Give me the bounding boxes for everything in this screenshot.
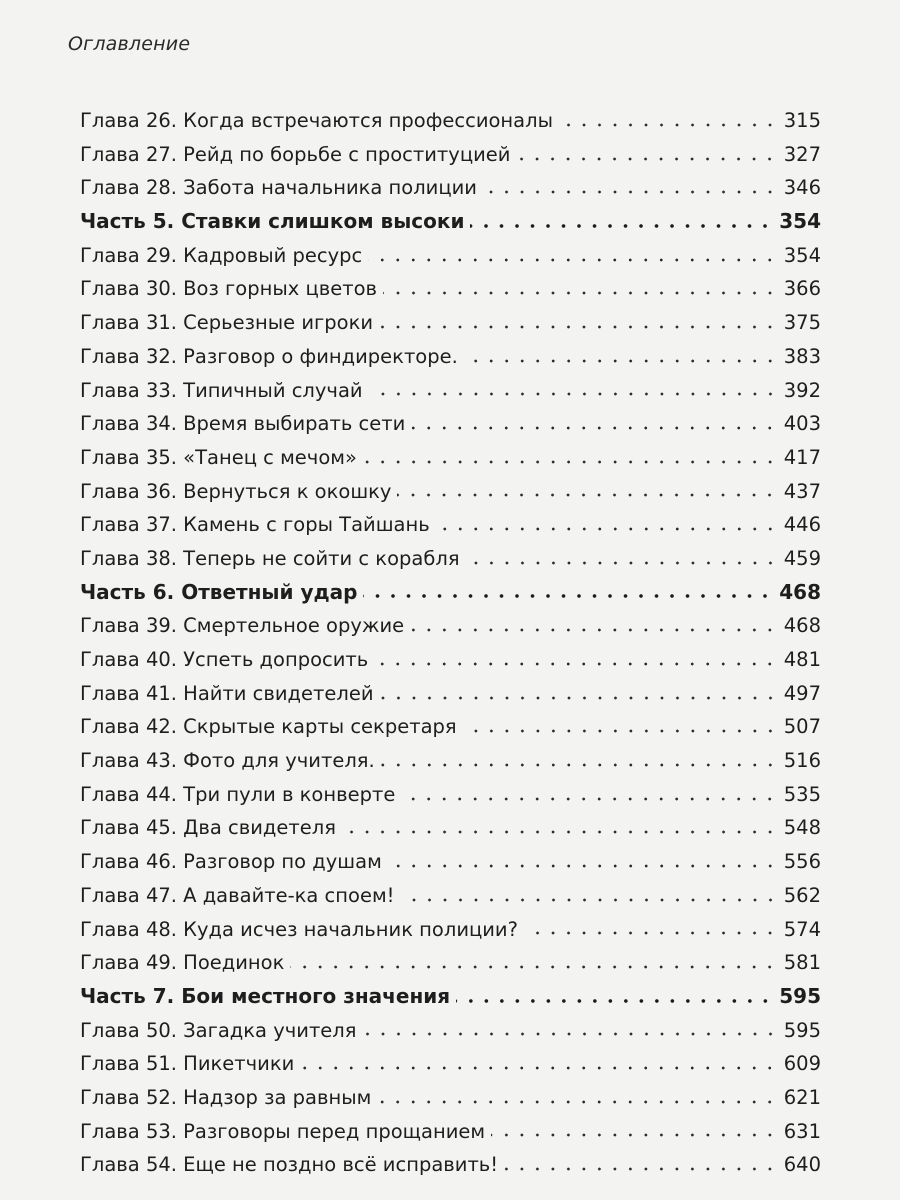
toc-chapter-entry: [80, 609, 821, 643]
toc-chapter-entry: [80, 171, 821, 205]
toc-entry-title: Глава 46. Разговор по душам: [80, 850, 382, 874]
toc-chapter-entry: [80, 239, 821, 273]
toc-chapter-entry: [80, 1148, 821, 1182]
toc-entry-page-number: 403: [783, 412, 821, 436]
toc-chapter-entry: [80, 508, 821, 542]
toc-entry-title: Глава 34. Время выбирать сети: [80, 412, 406, 436]
toc-entry-title: Глава 47. А давайте-ка споем!: [80, 883, 395, 907]
toc-chapter-entry: [80, 1115, 821, 1149]
toc-part-entry: [80, 205, 821, 239]
toc-chapter-entry: [80, 677, 821, 711]
dot-leader: [463, 728, 778, 734]
dot-leader: [456, 998, 773, 1004]
toc-entry-page-number: 354: [779, 209, 821, 234]
toc-part-entry: [80, 980, 821, 1014]
toc-entry-page-number: 497: [783, 681, 821, 705]
toc-chapter-entry: [80, 1047, 821, 1081]
toc-entry-title: Глава 51. Пикетчики: [80, 1052, 295, 1076]
running-head: Оглавление: [68, 33, 191, 55]
toc-entry-title: Глава 35. «Танец с мечом»: [80, 445, 357, 469]
toc-entry-page-number: 574: [783, 917, 821, 941]
dot-leader: [401, 796, 777, 802]
toc-entry-title: Часть 7. Бои местного значения: [80, 983, 451, 1008]
toc-entry-title: Глава 52. Надзор за равным: [80, 1085, 372, 1109]
dot-leader: [363, 459, 778, 465]
dot-leader: [381, 762, 778, 768]
toc-chapter-entry: [80, 340, 821, 374]
toc-entry-page-number: 609: [783, 1052, 821, 1076]
toc-entry-title: Глава 45. Два свидетеля: [80, 816, 336, 840]
toc-entry-title: Глава 42. Скрытые карты секретаря: [80, 715, 457, 739]
dot-leader: [363, 1031, 778, 1037]
toc-entry-title: Глава 50. Загадка учителя: [80, 1018, 357, 1042]
toc-chapter-entry: [80, 272, 821, 306]
toc-entry-page-number: 631: [783, 1119, 821, 1143]
toc-entry-page-number: 481: [783, 648, 821, 671]
toc-chapter-entry: [80, 306, 821, 340]
dot-leader: [516, 156, 777, 162]
toc-entry-title: Часть 6. Ответный удар: [80, 579, 358, 604]
toc-chapter-entry: [80, 913, 821, 947]
toc-entry-page-number: 459: [783, 546, 821, 570]
toc-entry-title: Глава 31. Серьезные игроки: [80, 311, 374, 335]
dot-leader: [388, 863, 778, 869]
toc-entry-title: Глава 29. Кадровый ресурс: [80, 243, 363, 267]
dot-leader: [464, 358, 778, 364]
dot-leader: [559, 122, 778, 128]
toc-entry-page-number: 346: [783, 176, 821, 200]
toc-chapter-entry: [80, 138, 821, 172]
toc-chapter-entry: [80, 104, 821, 138]
toc-entry-page-number: 417: [783, 445, 821, 469]
dot-leader: [380, 695, 778, 701]
toc-entry-page-number: 507: [783, 715, 821, 739]
toc-chapter-entry: [80, 744, 821, 778]
dot-leader: [483, 189, 778, 195]
toc-entry-title: Часть 5. Ставки слишком высоки: [80, 209, 465, 234]
dot-leader: [369, 391, 778, 397]
toc-entry-page-number: 446: [783, 513, 821, 537]
toc-entry-title: Глава 36. Вернуться к окошку: [80, 479, 392, 503]
toc-chapter-entry: [80, 710, 821, 744]
toc-entry-title: Глава 27. Рейд по борьбе с проституцией: [80, 142, 511, 166]
dot-leader: [374, 661, 777, 667]
toc-entry-page-number: 375: [783, 311, 821, 335]
dot-leader: [342, 829, 778, 835]
toc-entry-page-number: 595: [783, 1018, 821, 1042]
toc-entry-page-number: 392: [783, 378, 821, 402]
toc-entry-title: Глава 44. Три пули в конверте: [80, 782, 396, 806]
toc-chapter-entry: [80, 643, 821, 677]
toc-entry-title: Глава 26. Когда встречаются профессионалы: [80, 109, 553, 132]
dot-leader: [383, 290, 778, 296]
toc-entry-title: Глава 54. Еще не поздно всё исправить!: [80, 1153, 499, 1177]
dot-leader: [436, 526, 778, 532]
toc-chapter-entry: [80, 475, 821, 509]
toc-entry-page-number: 383: [783, 344, 821, 368]
toc-entry-page-number: 548: [783, 816, 821, 840]
toc-chapter-entry: [80, 441, 821, 475]
toc-entry-page-number: 621: [783, 1085, 821, 1109]
dot-leader: [466, 560, 778, 566]
dot-leader: [377, 1099, 777, 1105]
toc-entry-page-number: 468: [779, 579, 821, 604]
toc-entry-title: Глава 37. Камень с горы Тайшань: [80, 513, 430, 537]
toc-entry-page-number: 468: [783, 614, 821, 638]
toc-entry-page-number: 535: [783, 782, 821, 806]
toc-chapter-entry: [80, 407, 821, 441]
toc-chapter-entry: [80, 1014, 821, 1048]
toc-entry-page-number: 366: [783, 277, 821, 301]
toc-entry-title: Глава 53. Разговоры перед прощанием: [80, 1119, 486, 1143]
toc-chapter-entry: [80, 811, 821, 845]
dot-leader: [411, 425, 778, 431]
toc-entry-page-number: 516: [783, 749, 821, 773]
toc-entry-page-number: 354: [783, 243, 821, 267]
toc-entry-page-number: 556: [783, 850, 821, 874]
dot-leader: [397, 492, 777, 498]
table-of-contents: [80, 104, 821, 1182]
toc-chapter-entry: [80, 542, 821, 576]
toc-chapter-entry: [80, 845, 821, 879]
toc-entry-title: Глава 32. Разговор о финдиректоре.: [80, 344, 458, 368]
toc-entry-page-number: 437: [783, 479, 821, 503]
toc-chapter-entry: [80, 879, 821, 913]
toc-entry-page-number: 315: [783, 109, 821, 132]
dot-leader: [363, 593, 773, 599]
toc-entry-title: Глава 28. Забота начальника полиции: [80, 176, 477, 200]
dot-leader: [300, 1065, 777, 1071]
toc-entry-page-number: 562: [783, 883, 821, 907]
dot-leader: [410, 627, 778, 633]
toc-entry-title: Глава 49. Поединок: [80, 951, 285, 975]
dot-leader: [524, 930, 778, 936]
dot-leader: [470, 223, 773, 229]
toc-entry-title: Глава 43. Фото для учителя.: [80, 749, 375, 773]
toc-entry-title: Глава 38. Теперь не сойти с корабля: [80, 546, 460, 570]
dot-leader: [290, 964, 777, 970]
dot-leader: [401, 897, 778, 903]
toc-entry-title: Глава 41. Найти свидетелей: [80, 681, 374, 705]
toc-entry-title: Глава 33. Типичный случай: [80, 378, 363, 402]
toc-part-entry: [80, 576, 821, 610]
toc-entry-title: Глава 30. Воз горных цветов: [80, 277, 378, 301]
toc-entry-title: Глава 48. Куда исчез начальник полиции?: [80, 917, 518, 941]
dot-leader: [491, 1132, 778, 1138]
toc-entry-title: Глава 40. Успеть допросить: [80, 648, 369, 671]
dot-leader: [504, 1166, 778, 1172]
toc-chapter-entry: [80, 946, 821, 980]
toc-chapter-entry: [80, 778, 821, 812]
toc-entry-page-number: 640: [783, 1153, 821, 1177]
toc-chapter-entry: [80, 1081, 821, 1115]
dot-leader: [368, 257, 778, 263]
toc-entry-title: Глава 39. Смертельное оружие: [80, 614, 405, 638]
toc-entry-page-number: 595: [779, 983, 821, 1008]
dot-leader: [379, 324, 778, 330]
toc-entry-page-number: 327: [783, 142, 821, 166]
toc-entry-page-number: 581: [783, 951, 821, 975]
toc-chapter-entry: [80, 374, 821, 408]
